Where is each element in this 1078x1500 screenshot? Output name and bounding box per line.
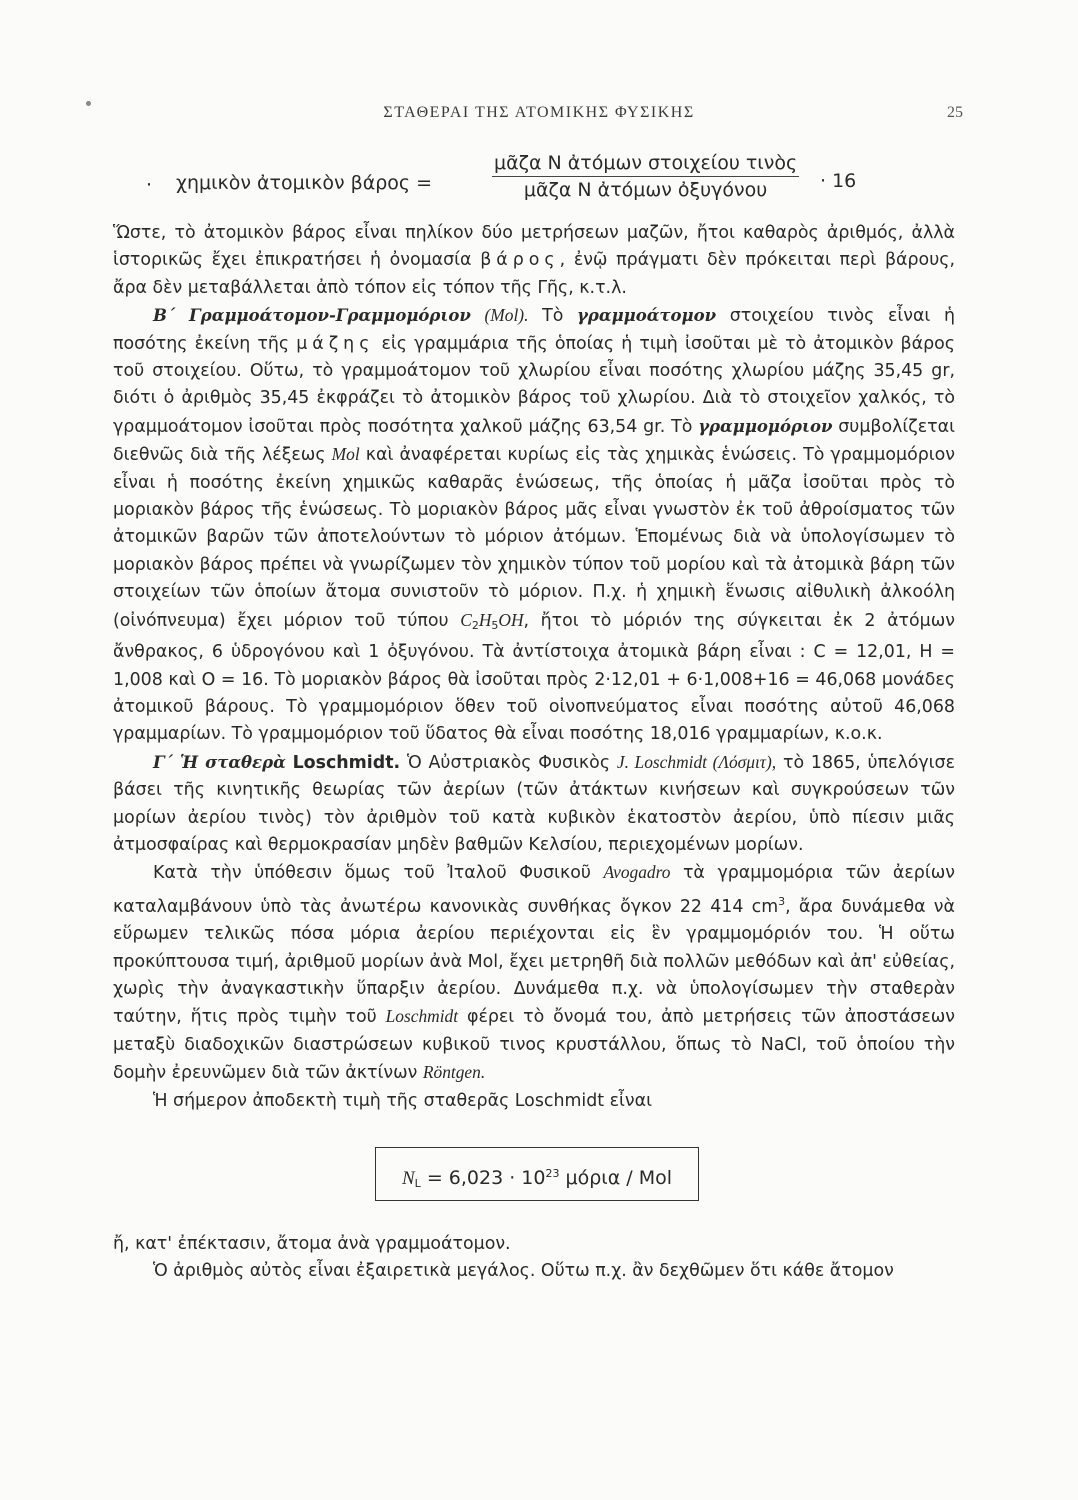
- paragraph-atomic-weight: [113, 220, 955, 302]
- formula-numerator: μᾶζα N ἀτόμων στοιχείου τινὸς: [494, 152, 798, 174]
- text: Τὸ: [528, 306, 577, 327]
- nl-subscript: L: [414, 1177, 421, 1190]
- boxed-formula-area: [113, 1115, 955, 1231]
- formula-c: C: [460, 609, 472, 630]
- text: συμβολίζεται διεθνῶς διὰ τῆς λέξεως: [113, 416, 955, 466]
- section-c-heading: Γ΄ Ἡ σταθερὰ: [153, 752, 286, 772]
- accepted-value-paragraph: Ἡ σήμερον ἀποδεκτὴ τιμὴ τῆς σταθερᾶς Loschmidt εἶναι: [153, 1090, 652, 1111]
- running-title: ΣΤΑΘΕΡΑΙ ΤΗΣ ΑΤΟΜΙΚΗΣ ΦΥΣΙΚΗΣ: [383, 104, 695, 121]
- formula-lhs: χημικὸν ἀτομικὸν βάρος =: [176, 172, 433, 194]
- text: φέρει τὸ ὄνομά του, ἀπὸ μετρήσεις τῶν ἀποστάσεων μεταξὺ διαδοχικῶν διαστρώσεων κυβικοῦ τινος κρυστάλλου, ὅπως τὸ NaCl, τοῦ ὁποίου τὴν δομὴν ἐρευνῶμεν διὰ τῶν ἀκτίνων: [113, 1007, 955, 1084]
- text: Ὥστε, τὸ ἀτομικὸν βάρος εἶναι πηλίκον δύο μετρήσεων μαζῶν, ἤτοι καθαρὸς ἀριθμός, ἀλλὰ ἱστορικῶς ἔχει ἐπικρατήσει ἡ ὀνομασία: [113, 223, 955, 271]
- term-gram-atom: γραμμοάτομον: [577, 306, 717, 326]
- nl-unit: μόρια / Mol: [559, 1167, 673, 1189]
- section-c-paragraph: [113, 749, 955, 860]
- text: , ἄρα δυνάμεθα νὰ εὕρωμεν τελικῶς πόσα μόρια ἀερίου περιέχονται εἰς ἓν γραμμομόριόν του. Ἡ οὕτω προκύπτουσα τιμή, ἀριθμοῦ μορίων ἀνὰ Mol, ἔχει μετρηθῆ διὰ πολλῶν μεθόδων καὶ ἀπ' εὐθείας, χωρὶς τὴν ἀναγκαστικὴν ὕπαρξιν ἀερίου. Δυνάμεθα π.χ. νὰ ὑπολογίσωμεν τὴν σταθερὰν ταύτην, ἥτις πρὸς τιμὴν τοῦ: [113, 896, 955, 1028]
- rontgen-name: Röntgen.: [422, 1062, 486, 1083]
- text: , ἤτοι τὸ μόριόν της σύγκειται ἐκ 2 ἀτόμων ἄνθρακος, 6 ὑδρογόνου καὶ 1 ὀξυγόνου. Τὰ ἀντίστοιχα ἀτομικὰ βάρη εἶναι : C = 12,01, H = 1,008 καὶ O = 16. Τὸ μοριακὸν βάρος θὰ ἰσοῦται πρὸς 2·12,01 + 6·1,008+16 = 46,068 μονάδες ἀτομικοῦ βάρους. Τὸ γραμμομόριον ὅθεν τοῦ οἰνοπνεύματος εἶναι ποσότης αὐτοῦ 46,068 γραμμαρίων. Τὸ γραμμομόριον τοῦ ὕδατος θὰ εἶναι ποσότης 18,016 γραμμαρίων, κ.ο.κ.: [113, 610, 955, 745]
- last-paragraph: Ὁ ἀριθμὸς αὐτὸς εἶναι ἐξαιρετικὰ μεγάλος. Οὕτω π.χ. ἂν δεχθῶμεν ὅτι κάθε ἄτομον: [153, 1261, 894, 1282]
- formula-fraction: [492, 152, 799, 201]
- formula-oh: OH: [498, 609, 524, 630]
- formula-c-sub: 2: [471, 618, 479, 632]
- spaced-word: μάζης: [296, 333, 375, 354]
- cm-exponent: 3: [778, 894, 786, 908]
- page-body: [113, 220, 955, 1286]
- section-b-heading: Β΄ Γραμμοάτομον-Γραμμομόριον: [153, 306, 471, 326]
- section-c-heading-name: Loschmidt.: [292, 752, 401, 773]
- mol-symbol: Mol: [331, 444, 360, 465]
- spaced-word: βάρος: [480, 250, 560, 271]
- text: καὶ ἀναφέρεται κυρίως εἰς τὰς χημικὰς ἑνώσεις. Τὸ γραμμομόριον εἶναι ἡ ποσότης ἐκείνη χημικῶς καθαρᾶς ἑνώσεως, τῆς ὁποίας ἡ μᾶζα ἰσοῦται πρὸς τὸ μοριακὸν βάρος τῆς ἑνώσεως. Τὸ μοριακὸν βάρος μᾶς εἶναι γνωστὸν ἐκ τοῦ ἀθροίσματος τῶν ἀτομικῶν βαρῶν τῶν ἀποτελούντων τὸ μόριον ἀτόμων. Ἑπομένως διὰ νὰ ὑπολογίσωμεν τὸ μοριακὸν βάρος πρέπει νὰ γνωρίζωμεν τὸν χημικὸν τύπον τοῦ μορίου καὶ τὰ ἀτομικὰ βάρη τῶν στοιχείων τῶν ὁποίων ἄτομα συνιστοῦν τὸ μόριον. Π.χ. ἡ χημικὴ ἕνωσις αἰθυλικὴ ἀλκοόλη (οἰνόπνευμα) ἔχει μόριον τοῦ τύπου: [113, 445, 955, 631]
- text: Κατὰ τὴν ὑπόθεσιν ὅμως τοῦ Ἰταλοῦ Φυσικοῦ: [153, 863, 604, 884]
- avogadro-paragraph: [113, 859, 955, 1087]
- section-b-paragraph: [113, 302, 955, 749]
- formula-bullet: ·: [146, 174, 153, 196]
- text: Ὁ Αὐστριακὸς Φυσικὸς: [400, 752, 617, 773]
- term-gram-molecule: γραμμομόριον: [698, 416, 833, 436]
- nl-symbol: N: [401, 1168, 415, 1189]
- running-header: [0, 104, 1078, 128]
- page-number: 25: [947, 104, 963, 121]
- atomic-weight-formula: [140, 152, 900, 212]
- formula-multiplier: · 16: [820, 170, 857, 192]
- text: , ἐνῷ πράγματι δὲν πρόκειται περὶ βάρους, ἄρα δὲν μεταβάλλεται ἀπὸ τόπον εἰς τόπον τῆς Γῆς, κ.τ.λ.: [113, 250, 955, 298]
- formula-h-sub: 5: [491, 618, 499, 632]
- text: τὰ γραμμομόρια τῶν ἀερίων καταλαμβάνουν ὑπὸ τὰς ἀνωτέρω κανονικὰς συνθήκας ὄγκον 22 414 cm: [113, 863, 955, 917]
- text: τὸ 1865, ὑπελόγισε βάσει τῆς κινητικῆς θεωρίας τῶν ἀερίων (τῶν ἀτάκτων κινήσεων καὶ συγκρούσεων τῶν μορίων ἀερίου τινὸς) τὸν ἀριθμὸν τοῦ κατὰ κυβικὸν ἑκατοστὸν ἀερίου, ὑπὸ πίεσιν μιᾶς ἀτμοσφαίρας καὶ θερμοκρασίαν μηδὲν βαθμῶν Κελσίου, περιεχομένων μορίων.: [113, 752, 955, 855]
- nl-exponent: 23: [545, 1167, 560, 1180]
- loschmidt-constant-box: [375, 1147, 699, 1201]
- formula-h: H: [478, 609, 492, 630]
- avogadro-name: Avogadro: [603, 862, 671, 883]
- loschmidt-name: Loschmidt: [385, 1006, 459, 1027]
- text: στοιχείου τινὸς εἶναι ἡ ποσότης ἐκείνη τῆς: [113, 306, 955, 354]
- text: εἰς γραμμάρια τῆς ὁποίας ἡ τιμὴ ἰσοῦται μὲ τὸ ἀτομικὸν βάρος τοῦ στοιχείου. Οὕτω, τὸ γραμμοάτομον τοῦ χλωρίου εἶναι ποσότης χλωρίου μάζης 35,45 gr, διότι ὁ ἀριθμὸς 35,45 ἐκφράζει τὸ ἀτομικὸν βάρος τοῦ χλωρίου. Διὰ τὸ στοιχεῖον χαλκός, τὸ γραμμοάτομον ἰσοῦται πρὸς ποσότητα χαλκοῦ μάζης 63,54 gr. Τὸ: [113, 333, 955, 437]
- after-box-line: ἤ, κατ' ἐπέκτασιν, ἄτομα ἀνὰ γραμμοάτομον.: [113, 1234, 511, 1254]
- nl-value: = 6,023 · 10: [420, 1167, 546, 1189]
- loschmidt-name: J. Loschmidt (Λόσμιτ),: [616, 751, 777, 772]
- section-b-heading-mol: (Mol).: [484, 305, 529, 326]
- formula-denominator: μᾶζα N ἀτόμων ὀξυγόνου: [492, 176, 799, 201]
